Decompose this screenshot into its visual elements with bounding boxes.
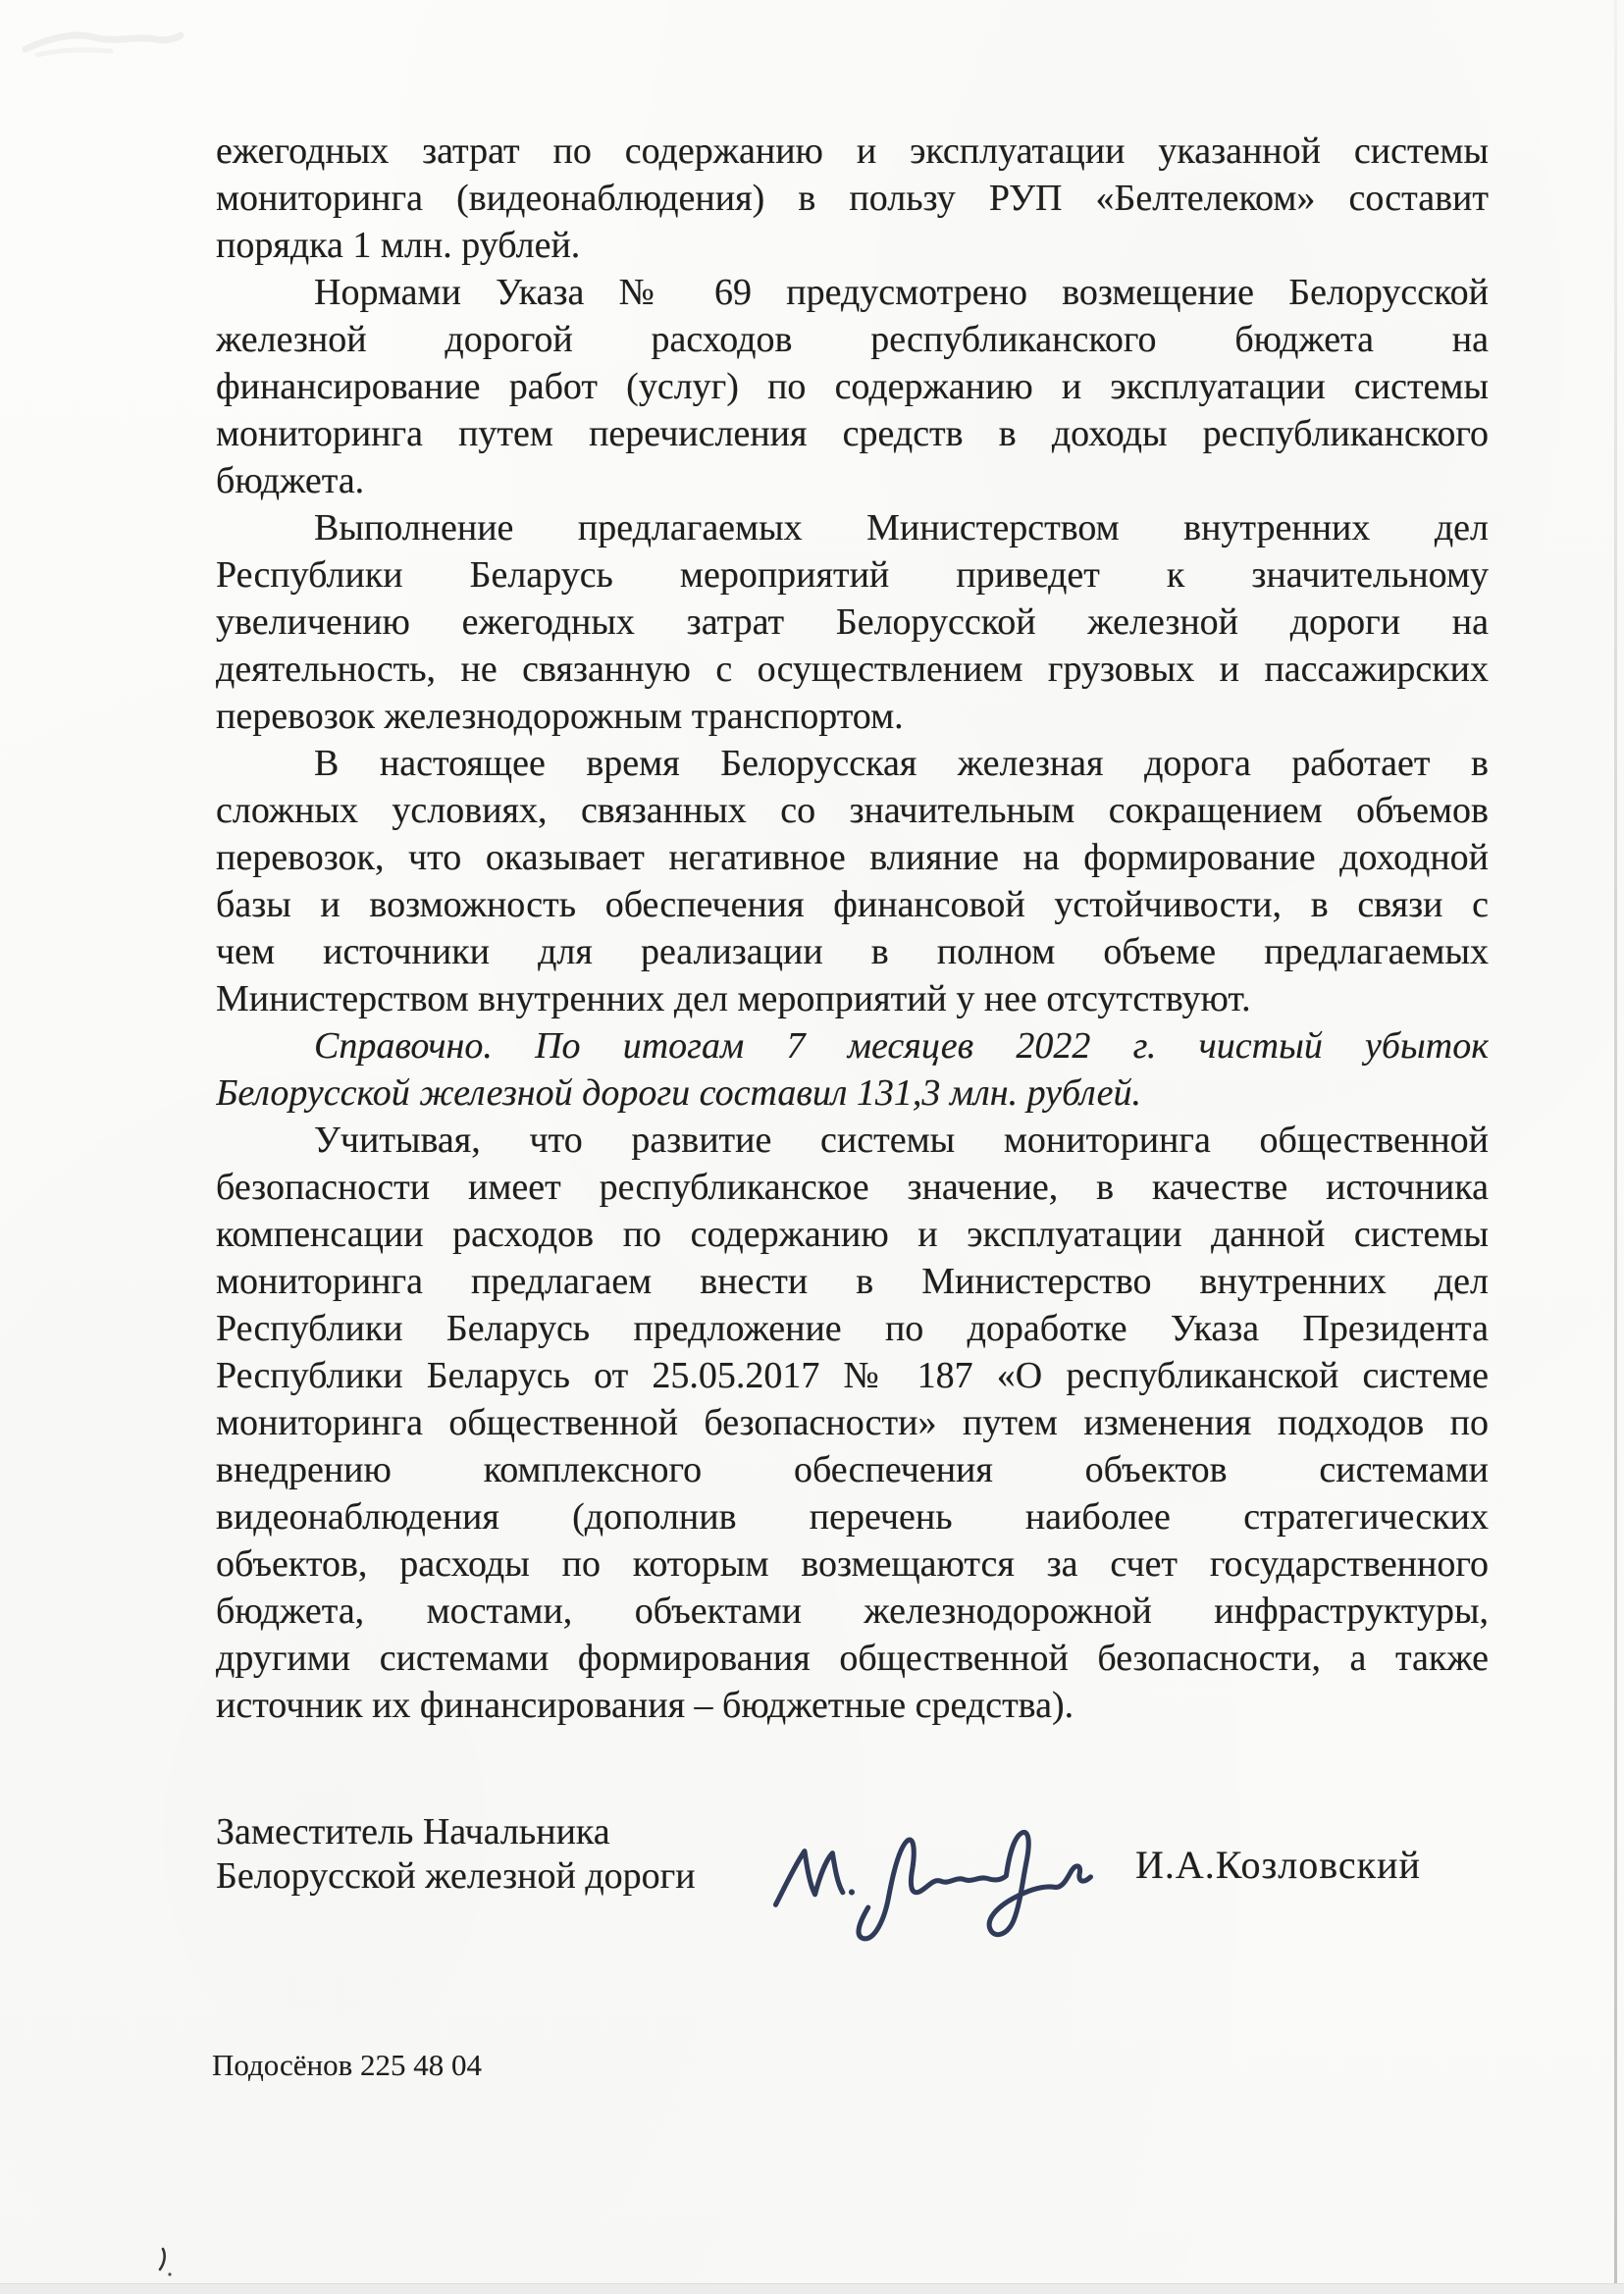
text-line: Республики Беларусь предложение по доработке Указа Президента: [216, 1308, 1489, 1349]
text-line: Республики Беларусь от 25.05.2017 № 187 «О республиканской системе: [216, 1355, 1489, 1396]
text-line: бюджета, мостами, объектами железнодорожной инфраструктуры,: [216, 1590, 1489, 1632]
text-line: внедрению комплексного обеспечения объектов системами: [216, 1449, 1489, 1490]
paragraph: [216, 504, 1489, 740]
text-line: финансирование работ (услуг) по содержанию и эксплуатации системы: [216, 366, 1489, 407]
text-line: базы и возможность обеспечения финансовой устойчивости, в связи с: [216, 884, 1489, 925]
text-line: видеонаблюдения (дополнив перечень наиболее стратегических: [216, 1496, 1489, 1538]
document-body: [216, 128, 1489, 1729]
text-line: безопасности имеет республиканское значение, в качестве источника: [216, 1167, 1489, 1208]
text-line: Нормами Указа № 69 предусмотрено возмещение Белорусской: [314, 272, 1489, 313]
text-line: мониторинга предлагаем внести в Министерство внутренних дел: [216, 1261, 1489, 1302]
handwritten-signature-icon: [769, 1827, 1101, 1955]
text-line: железной дорогой расходов республиканского бюджета на: [216, 319, 1489, 360]
text-line: порядка 1 млн. рублей.: [216, 225, 581, 266]
position-line: Заместитель Начальника: [216, 1811, 610, 1852]
text-line: В настоящее время Белорусская железная дорога работает в: [314, 743, 1489, 784]
text-line: деятельность, не связанную с осуществлением грузовых и пассажирских: [216, 649, 1489, 690]
text-line: увеличению ежегодных затрат Белорусской железной дороги на: [216, 601, 1489, 643]
text-line: Республики Беларусь мероприятий приведет к значительному: [216, 554, 1489, 596]
text-line: чем источники для реализации в полном объеме предлагаемых: [216, 931, 1489, 972]
text-line: перевозок, что оказывает негативное влияние на формирование доходной: [216, 837, 1489, 878]
text-line: Выполнение предлагаемых Министерством внутренних дел: [314, 507, 1489, 548]
paragraph: [216, 1117, 1489, 1729]
text-line: мониторинга путем перечисления средств в доходы республиканского: [216, 413, 1489, 454]
text-line: Министерством внутренних дел мероприятий у нее отсутствуют.: [216, 978, 1251, 1019]
paragraph: [216, 269, 1489, 504]
scan-artifact-ink-mark-icon: [155, 2245, 181, 2282]
paragraph: [216, 740, 1489, 1022]
text-line: источник их финансирования – бюджетные средства).: [216, 1685, 1074, 1726]
position-line: Белорусской железной дороги: [216, 1855, 696, 1897]
signatory-name: И.А.Козловский: [1135, 1843, 1421, 1887]
text-line: Справочно. По итогам 7 месяцев 2022 г. чистый убыток: [314, 1025, 1489, 1067]
text-line: Белорусской железной дороги составил 131,3 млн. рублей.: [216, 1072, 1142, 1114]
text-line: другими системами формирования общественной безопасности, а также: [216, 1638, 1489, 1679]
text-line: мониторинга (видеонаблюдения) в пользу РУП «Белтелеком» составит: [216, 178, 1489, 219]
text-line: ежегодных затрат по содержанию и эксплуатации указанной системы: [216, 130, 1489, 172]
scan-edge-right: [1614, 0, 1617, 2294]
text-line: перевозок железнодорожным транспортом.: [216, 696, 904, 737]
text-line: мониторинга общественной безопасности» путем изменения подходов по: [216, 1402, 1489, 1443]
scan-artifact-smudge-icon: [18, 10, 184, 64]
text-line: компенсации расходов по содержанию и эксплуатации данной системы: [216, 1214, 1489, 1255]
paragraph: [216, 1022, 1489, 1117]
text-line: Учитывая, что развитие системы мониторинга общественной: [314, 1120, 1489, 1161]
text-line: бюджета.: [216, 460, 365, 501]
paragraph: [216, 128, 1489, 269]
executor-contact: Подосёнов 225 48 04: [212, 2048, 483, 2082]
scan-edge-bottom: [0, 2283, 1624, 2294]
signatory-position: [216, 1810, 696, 1899]
text-line: объектов, расходы по которым возмещаются за счет государственного: [216, 1543, 1489, 1585]
text-line: сложных условиях, связанных со значительным сокращением объемов: [216, 790, 1489, 831]
